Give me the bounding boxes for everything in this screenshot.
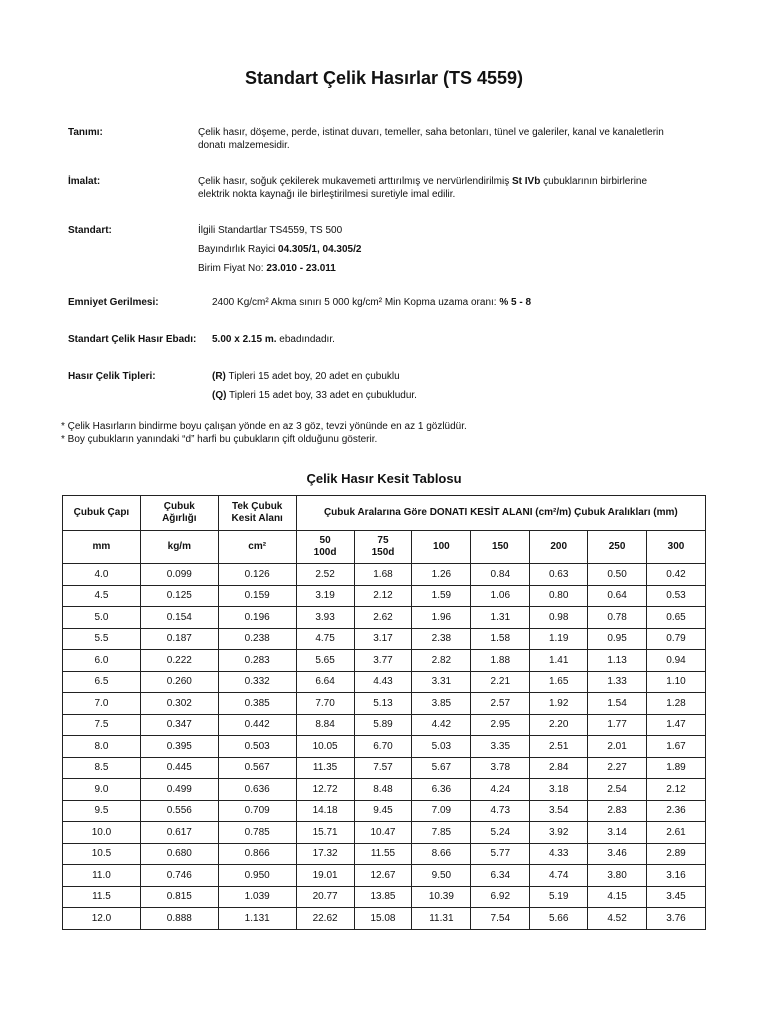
table-cell: 3.80 bbox=[588, 865, 647, 887]
table-cell: 4.5 bbox=[63, 585, 141, 607]
table-cell: 3.76 bbox=[647, 908, 706, 930]
table-cell: 0.95 bbox=[588, 628, 647, 650]
table-unit-row bbox=[63, 531, 706, 564]
table-cell: 1.039 bbox=[218, 886, 296, 908]
table-cell: 0.94 bbox=[647, 650, 706, 672]
table-cell: 2.54 bbox=[588, 779, 647, 801]
table-cell: 1.47 bbox=[647, 714, 706, 736]
table-cell: 1.19 bbox=[530, 628, 588, 650]
table-cell: 11.0 bbox=[63, 865, 141, 887]
table-cell: 4.75 bbox=[296, 628, 354, 650]
table-cell: 11.31 bbox=[412, 908, 471, 930]
table-header-row bbox=[63, 496, 706, 531]
table-cell: 2.12 bbox=[647, 779, 706, 801]
table-cell: 8.66 bbox=[412, 843, 471, 865]
table-cell: 2.01 bbox=[588, 736, 647, 758]
table-cell: 0.65 bbox=[647, 607, 706, 629]
table-cell: 3.77 bbox=[354, 650, 412, 672]
table-cell: 1.54 bbox=[588, 693, 647, 715]
table-cell: 5.03 bbox=[412, 736, 471, 758]
table-cell: 7.5 bbox=[63, 714, 141, 736]
table-cell: 6.92 bbox=[471, 886, 530, 908]
footnote: * Boy çubukların yanındaki “d” harfi bu çubukların çift olduğunu gösterir. bbox=[61, 434, 378, 445]
table-cell: 2.21 bbox=[471, 671, 530, 693]
table-row bbox=[63, 800, 706, 822]
tanimi-label: Tanımı: bbox=[68, 127, 103, 138]
table-cell: 9.50 bbox=[412, 865, 471, 887]
table-cell: 7.09 bbox=[412, 800, 471, 822]
table-cell: 1.67 bbox=[647, 736, 706, 758]
table-cell: 5.77 bbox=[471, 843, 530, 865]
table-cell: 5.5 bbox=[63, 628, 141, 650]
table-cell: 11.35 bbox=[296, 757, 354, 779]
tanimi-text: Çelik hasır, döşeme, perde, istinat duvarı, temeller, saha betonları, tünel ve galeriler, kanal ve kanaletlerin donatı malzemesidir. bbox=[198, 127, 664, 151]
table-cell: 0.222 bbox=[140, 650, 218, 672]
table-cell: 7.57 bbox=[354, 757, 412, 779]
table-cell: 2.89 bbox=[647, 843, 706, 865]
table-cell: 0.385 bbox=[218, 693, 296, 715]
tipler-label: Hasır Çelik Tipleri: bbox=[68, 371, 156, 382]
table-cell: 2.38 bbox=[412, 628, 471, 650]
header-donati: Çubuk Aralarına Göre DONATI KESİT ALANI (cm²/m) Çubuk Aralıkları (mm) bbox=[296, 496, 705, 531]
table-cell: 7.0 bbox=[63, 693, 141, 715]
table-cell: 2.27 bbox=[588, 757, 647, 779]
table-cell: 0.159 bbox=[218, 585, 296, 607]
table-cell: 3.35 bbox=[471, 736, 530, 758]
table-cell: 0.442 bbox=[218, 714, 296, 736]
table-cell: 2.57 bbox=[471, 693, 530, 715]
table-cell: 4.43 bbox=[354, 671, 412, 693]
table-cell: 0.260 bbox=[140, 671, 218, 693]
table-cell: 10.0 bbox=[63, 822, 141, 844]
table-cell: 0.302 bbox=[140, 693, 218, 715]
table-title: Çelik Hasır Kesit Tablosu bbox=[306, 471, 462, 486]
table-cell: 3.78 bbox=[471, 757, 530, 779]
table-cell: 0.154 bbox=[140, 607, 218, 629]
table-cell: 11.5 bbox=[63, 886, 141, 908]
table-cell: 4.52 bbox=[588, 908, 647, 930]
table-cell: 11.55 bbox=[354, 843, 412, 865]
table-cell: 0.746 bbox=[140, 865, 218, 887]
table-row bbox=[63, 865, 706, 887]
unit-mm: mm bbox=[63, 531, 141, 564]
table-cell: 1.06 bbox=[471, 585, 530, 607]
table-cell: 10.05 bbox=[296, 736, 354, 758]
table-row bbox=[63, 779, 706, 801]
table-cell: 1.96 bbox=[412, 607, 471, 629]
table-cell: 7.85 bbox=[412, 822, 471, 844]
table-cell: 1.33 bbox=[588, 671, 647, 693]
spacing-50: 50 100d bbox=[296, 531, 354, 564]
table-cell: 6.5 bbox=[63, 671, 141, 693]
unit-cm2: cm² bbox=[218, 531, 296, 564]
imalat-text: Çelik hasır, soğuk çekilerek mukavemeti arttırılmış ve nervürlendirilmiş St IVb çubuklarının birbirlerine elektrik nokta kaynağı ile birleştirilmesi suretiyle imal edilir. bbox=[198, 176, 648, 200]
header-kesit: Tek Çubuk Kesit Alanı bbox=[218, 496, 296, 531]
table-cell: 1.68 bbox=[354, 564, 412, 586]
table-cell: 13.85 bbox=[354, 886, 412, 908]
table-cell: 10.5 bbox=[63, 843, 141, 865]
spacing-75: 75 150d bbox=[354, 531, 412, 564]
table-row bbox=[63, 607, 706, 629]
table-cell: 2.51 bbox=[530, 736, 588, 758]
table-cell: 4.33 bbox=[530, 843, 588, 865]
table-cell: 2.84 bbox=[530, 757, 588, 779]
table-row bbox=[63, 585, 706, 607]
table-cell: 3.54 bbox=[530, 800, 588, 822]
table-cell: 2.36 bbox=[647, 800, 706, 822]
table-cell: 1.131 bbox=[218, 908, 296, 930]
table-cell: 20.77 bbox=[296, 886, 354, 908]
table-cell: 0.42 bbox=[647, 564, 706, 586]
table-cell: 3.31 bbox=[412, 671, 471, 693]
table-cell: 6.64 bbox=[296, 671, 354, 693]
spacing-150: 150 bbox=[471, 531, 530, 564]
table-cell: 8.5 bbox=[63, 757, 141, 779]
table-cell: 0.445 bbox=[140, 757, 218, 779]
table-cell: 0.78 bbox=[588, 607, 647, 629]
table-cell: 8.84 bbox=[296, 714, 354, 736]
table-cell: 3.92 bbox=[530, 822, 588, 844]
table-cell: 8.48 bbox=[354, 779, 412, 801]
table-row bbox=[63, 714, 706, 736]
table-cell: 4.15 bbox=[588, 886, 647, 908]
table-cell: 0.79 bbox=[647, 628, 706, 650]
table-cell: 0.866 bbox=[218, 843, 296, 865]
standart-text: İlgili Standartlar TS4559, TS 500 Bayındırlık Rayici 04.305/1, 04.305/2 Birim Fiyat No: 23.010 - 23.011 bbox=[198, 225, 362, 274]
imalat-label: İmalat: bbox=[68, 176, 101, 187]
emniyet-text: 2400 Kg/cm² Akma sınırı 5 000 kg/cm² Min Kopma uzama oranı: % 5 - 8 bbox=[212, 297, 532, 308]
table-cell: 15.71 bbox=[296, 822, 354, 844]
table-cell: 3.46 bbox=[588, 843, 647, 865]
table-cell: 2.95 bbox=[471, 714, 530, 736]
table-row bbox=[63, 650, 706, 672]
table-cell: 3.93 bbox=[296, 607, 354, 629]
footnotes bbox=[61, 420, 467, 446]
table-cell: 5.89 bbox=[354, 714, 412, 736]
table-cell: 10.39 bbox=[412, 886, 471, 908]
table-cell: 0.680 bbox=[140, 843, 218, 865]
table-cell: 0.53 bbox=[647, 585, 706, 607]
table-cell: 0.80 bbox=[530, 585, 588, 607]
table-cell: 9.5 bbox=[63, 800, 141, 822]
table-cell: 1.41 bbox=[530, 650, 588, 672]
table-cell: 19.01 bbox=[296, 865, 354, 887]
table-cell: 4.0 bbox=[63, 564, 141, 586]
table-cell: 10.47 bbox=[354, 822, 412, 844]
table-cell: 0.888 bbox=[140, 908, 218, 930]
table-cell: 2.83 bbox=[588, 800, 647, 822]
table-cell: 1.92 bbox=[530, 693, 588, 715]
table-row bbox=[63, 757, 706, 779]
table-cell: 0.332 bbox=[218, 671, 296, 693]
table-cell: 9.0 bbox=[63, 779, 141, 801]
header-agirlik: Çubuk Ağırlığı bbox=[140, 496, 218, 531]
table-cell: 1.59 bbox=[412, 585, 471, 607]
table-cell: 5.0 bbox=[63, 607, 141, 629]
table-cell: 0.815 bbox=[140, 886, 218, 908]
table-cell: 0.499 bbox=[140, 779, 218, 801]
table-cell: 12.72 bbox=[296, 779, 354, 801]
tipler-text: (R) Tipleri 15 adet boy, 20 adet en çubuklu (Q) Tipleri 15 adet boy, 33 adet en çubukludur. bbox=[212, 371, 417, 401]
table-cell: 4.24 bbox=[471, 779, 530, 801]
table-cell: 6.70 bbox=[354, 736, 412, 758]
table-cell: 0.187 bbox=[140, 628, 218, 650]
table-cell: 17.32 bbox=[296, 843, 354, 865]
table-cell: 14.18 bbox=[296, 800, 354, 822]
table-cell: 0.125 bbox=[140, 585, 218, 607]
table-cell: 0.347 bbox=[140, 714, 218, 736]
table-cell: 6.0 bbox=[63, 650, 141, 672]
table-row bbox=[63, 736, 706, 758]
table-cell: 1.88 bbox=[471, 650, 530, 672]
emniyet-label: Emniyet Gerilmesi: bbox=[68, 297, 159, 308]
table-cell: 2.61 bbox=[647, 822, 706, 844]
table-cell: 0.503 bbox=[218, 736, 296, 758]
table-cell: 3.16 bbox=[647, 865, 706, 887]
table-cell: 9.45 bbox=[354, 800, 412, 822]
unit-kgm: kg/m bbox=[140, 531, 218, 564]
table-cell: 7.54 bbox=[471, 908, 530, 930]
table-cell: 0.64 bbox=[588, 585, 647, 607]
header-cap: Çubuk Çapı bbox=[63, 496, 141, 531]
table-cell: 1.31 bbox=[471, 607, 530, 629]
table-cell: 0.785 bbox=[218, 822, 296, 844]
table-cell: 1.28 bbox=[647, 693, 706, 715]
table-cell: 5.65 bbox=[296, 650, 354, 672]
table-cell: 5.13 bbox=[354, 693, 412, 715]
table-cell: 1.77 bbox=[588, 714, 647, 736]
table-cell: 0.98 bbox=[530, 607, 588, 629]
table-cell: 4.73 bbox=[471, 800, 530, 822]
table-cell: 1.10 bbox=[647, 671, 706, 693]
table-cell: 12.0 bbox=[63, 908, 141, 930]
table-cell: 5.66 bbox=[530, 908, 588, 930]
table-cell: 5.24 bbox=[471, 822, 530, 844]
table-cell: 0.617 bbox=[140, 822, 218, 844]
table-row bbox=[63, 564, 706, 586]
table-cell: 22.62 bbox=[296, 908, 354, 930]
table-cell: 8.0 bbox=[63, 736, 141, 758]
table-cell: 0.950 bbox=[218, 865, 296, 887]
table-cell: 6.36 bbox=[412, 779, 471, 801]
table-cell: 3.45 bbox=[647, 886, 706, 908]
spacing-300: 300 bbox=[647, 531, 706, 564]
table-cell: 2.20 bbox=[530, 714, 588, 736]
table-cell: 0.099 bbox=[140, 564, 218, 586]
table-cell: 1.58 bbox=[471, 628, 530, 650]
table-cell: 0.84 bbox=[471, 564, 530, 586]
table-cell: 0.196 bbox=[218, 607, 296, 629]
table-cell: 3.19 bbox=[296, 585, 354, 607]
table-cell: 0.63 bbox=[530, 564, 588, 586]
table-cell: 3.17 bbox=[354, 628, 412, 650]
table-cell: 7.70 bbox=[296, 693, 354, 715]
table-row bbox=[63, 671, 706, 693]
table-cell: 5.67 bbox=[412, 757, 471, 779]
table-cell: 0.395 bbox=[140, 736, 218, 758]
table-row bbox=[63, 628, 706, 650]
table-cell: 15.08 bbox=[354, 908, 412, 930]
table-cell: 0.238 bbox=[218, 628, 296, 650]
table-cell: 3.14 bbox=[588, 822, 647, 844]
table-cell: 3.85 bbox=[412, 693, 471, 715]
table-cell: 0.283 bbox=[218, 650, 296, 672]
table-cell: 6.34 bbox=[471, 865, 530, 887]
table-cell: 2.62 bbox=[354, 607, 412, 629]
table-cell: 0.567 bbox=[218, 757, 296, 779]
table-cell: 1.65 bbox=[530, 671, 588, 693]
table-cell: 0.636 bbox=[218, 779, 296, 801]
spacing-250: 250 bbox=[588, 531, 647, 564]
table-cell: 0.556 bbox=[140, 800, 218, 822]
table-body bbox=[63, 564, 706, 930]
table-cell: 1.89 bbox=[647, 757, 706, 779]
table-cell: 1.13 bbox=[588, 650, 647, 672]
table-cell: 5.19 bbox=[530, 886, 588, 908]
table-cell: 0.709 bbox=[218, 800, 296, 822]
standart-label: Standart: bbox=[68, 225, 112, 236]
table-cell: 4.74 bbox=[530, 865, 588, 887]
table-cell: 3.18 bbox=[530, 779, 588, 801]
footnote: * Çelik Hasırların bindirme boyu çalışan yönde en az 3 göz, tevzi yönünde en az 1 gözlüdür. bbox=[61, 421, 467, 432]
ebadi-text: 5.00 x 2.15 m. ebadındadır. bbox=[212, 334, 335, 345]
page-title: Standart Çelik Hasırlar (TS 4559) bbox=[244, 68, 524, 88]
table-cell: 4.42 bbox=[412, 714, 471, 736]
spacing-200: 200 bbox=[530, 531, 588, 564]
kesit-table bbox=[62, 495, 706, 930]
table-cell: 2.52 bbox=[296, 564, 354, 586]
ebadi-label: Standart Çelik Hasır Ebadı: bbox=[68, 334, 197, 345]
table-cell: 12.67 bbox=[354, 865, 412, 887]
table-row bbox=[63, 693, 706, 715]
table-row bbox=[63, 843, 706, 865]
table-cell: 2.12 bbox=[354, 585, 412, 607]
table-cell: 1.26 bbox=[412, 564, 471, 586]
table-row bbox=[63, 886, 706, 908]
table-cell: 0.126 bbox=[218, 564, 296, 586]
table-row bbox=[63, 908, 706, 930]
table-row bbox=[63, 822, 706, 844]
spacing-100: 100 bbox=[412, 531, 471, 564]
table-cell: 2.82 bbox=[412, 650, 471, 672]
table-cell: 0.50 bbox=[588, 564, 647, 586]
